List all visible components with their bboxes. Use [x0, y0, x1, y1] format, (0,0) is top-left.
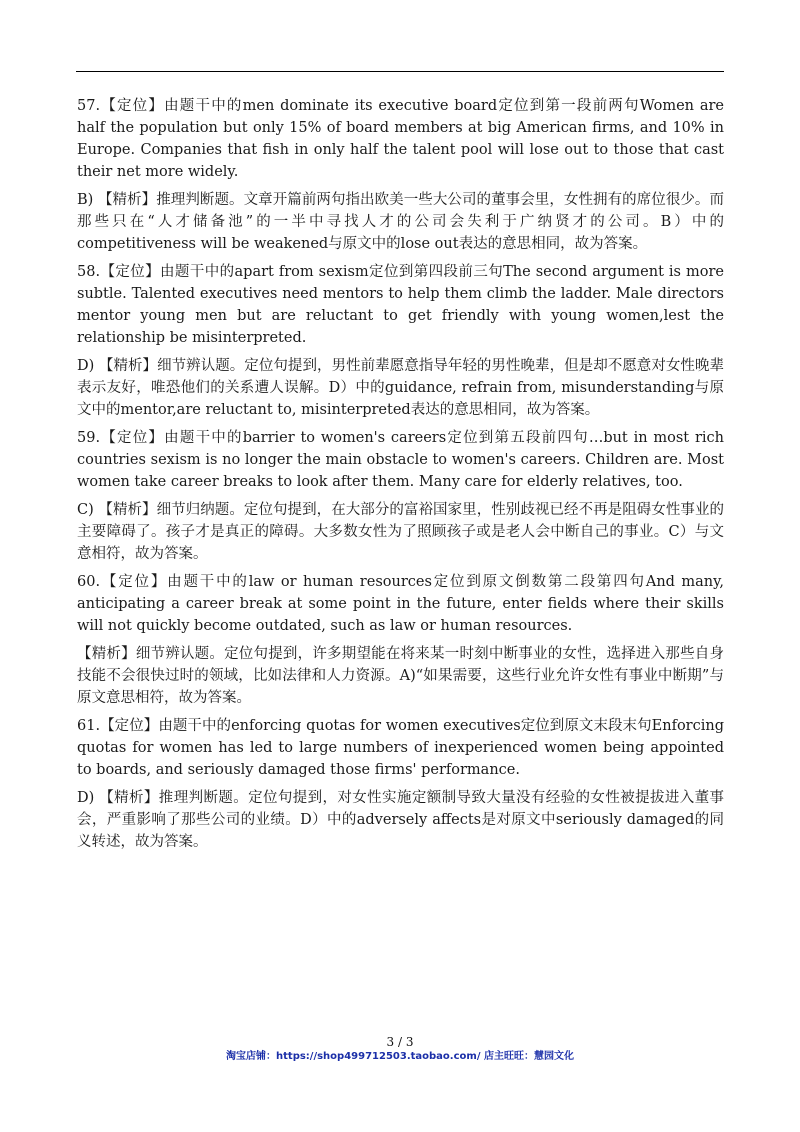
- paragraph-q59-analysis: C) 【精析】细节归纳题。定位句提到，在大部分的富裕国家里，性别歧视已经不再是阻碍女性事业的主要障碍了。孩子才是真正的障碍。大多数女性为了照顾孩子或是老人会中断自己的事业。C）与文意相符，故为答案。: [77, 502, 724, 562]
- paragraph-q57-locate: 57.【定位】由题干中的men dominate its executive board定位到第一段前两句Women are half the population but only 15% of board members at big American firms, and 10% in Europe. Companies that fish in only half the talent pool will lose out to those that cast their net more widely.: [77, 98, 724, 180]
- paragraph-q61-analysis: D) 【精析】推理判断题。定位句提到，对女性实施定额制导致大量没有经验的女性被提拔进入董事会，严重影响了那些公司的业绩。D）中的adversely affects是对原文中seriously damaged的同义转述，故为答案。: [77, 790, 724, 850]
- paragraph-q58-analysis: D) 【精析】细节辨认题。定位句提到，男性前辈愿意指导年轻的男性晚辈，但是却不愿意对女性晚辈表示友好，唯恐他们的关系遭人误解。D）中的guidance, refrain from, misunderstanding与原文中的mentor,are reluctant to, misinterpreted表达的意思相同，故为答案。: [77, 358, 724, 418]
- paragraph-q57-analysis: B) 【精析】推理判断题。文章开篇前两句指出欧美一些大公司的董事会里，女性拥有的席位很少。而那些只在“人才储备池”的一半中寻找人才的公司会失利于广纳贤才的公司。B）中的competitiveness will be weakened与原文中的lose out表达的意思相同，故为答案。: [77, 192, 724, 252]
- page-number: 3 / 3: [386, 1035, 414, 1049]
- paragraph-q60-locate: 60.【定位】由题干中的law or human resources定位到原文倒数第二段第四句And many, anticipating a career break at some point in the future, enter fields where their skills will not quickly become outdated, such as law or human resources.: [77, 574, 724, 634]
- page-content: [77, 95, 724, 859]
- header-rule: [76, 71, 724, 72]
- footer-shop-info: 淘宝店铺：https://shop499712503.taobao.com/ 店主旺旺：慧园文化: [226, 1051, 574, 1062]
- paragraph-q59-locate: 59.【定位】由题干中的barrier to women's careers定位到第五段前四句…but in most rich countries sexism is no longer the main obstacle to women's careers. Children are. Most women take career breaks to look after them. Many care for elderly relatives, too.: [77, 430, 724, 490]
- paragraph-q61-locate: 61.【定位】由题干中的enforcing quotas for women executives定位到原文末段末句Enforcing quotas for women has led to large numbers of inexperienced women being appointed to boards, and seriously damaged those firms' performance.: [77, 718, 724, 778]
- paragraph-q58-locate: 58.【定位】由题干中的apart from sexism定位到第四段前三句The second argument is more subtle. Talented executives need mentors to help them climb the ladder. Male directors mentor young men but are reluctant to get friendly with young women,lest the relationship be misinterpreted.: [77, 264, 724, 346]
- paragraph-q60-analysis: 【精析】细节辨认题。定位句提到，许多期望能在将来某一时刻中断事业的女性，选择进入那些自身技能不会很快过时的领域，比如法律和人力资源。A)“如果需要，这些行业允许女性有事业中断期”与原文意思相符，故为答案。: [77, 646, 724, 706]
